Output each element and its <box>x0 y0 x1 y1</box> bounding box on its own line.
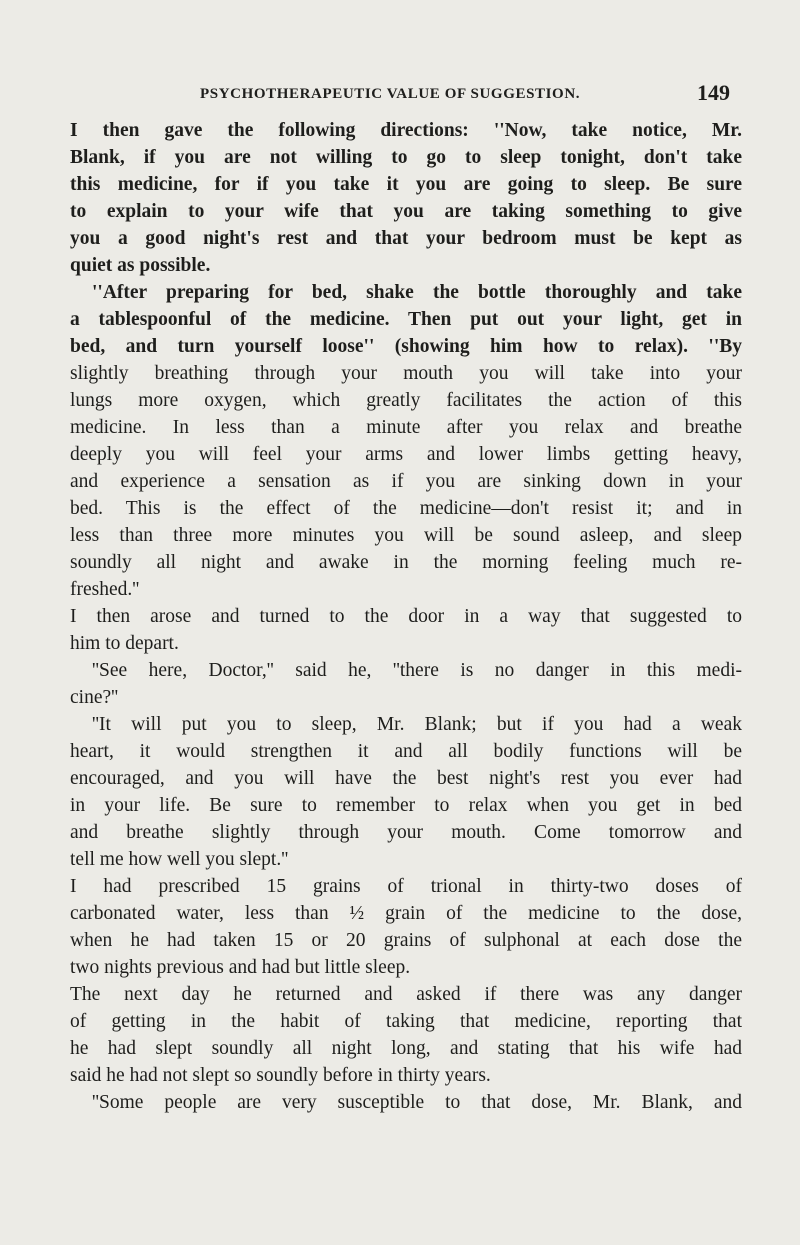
text-line: tell me how well you slept.'' <box>70 849 289 870</box>
text-line: two nights previous and had but little sleep. <box>70 957 411 978</box>
text-line: in your life. Be sure to remember to relax when you get in bed <box>70 795 742 816</box>
text-line: of getting in the habit of taking that medicine, reporting that <box>70 1011 742 1032</box>
text-line: ''After preparing for bed, shake the bottle thoroughly and take <box>92 282 742 303</box>
text-line: deeply you will feel your arms and lower limbs getting heavy, <box>70 444 742 465</box>
text-line: you a good night's rest and that your bedroom must be kept as <box>70 228 742 249</box>
text-line: Blank, if you are not willing to go to sleep tonight, don't take <box>70 147 742 168</box>
text-line: said he had not slept so soundly before in thirty years. <box>70 1065 491 1086</box>
text-line: bed, and turn yourself loose'' (showing him how to relax). ''By <box>70 336 742 357</box>
text-line: when he had taken 15 or 20 grains of sulphonal at each dose the <box>70 930 742 951</box>
text-line: freshed.'' <box>70 579 140 600</box>
text-line: I had prescribed 15 grains of trional in thirty-two doses of <box>70 876 742 897</box>
text-line: cine?'' <box>70 687 119 708</box>
text-line: medicine. In less than a minute after you relax and breathe <box>70 417 742 438</box>
text-line: encouraged, and you will have the best night's rest you ever had <box>70 768 742 789</box>
text-line: ''It will put you to sleep, Mr. Blank; but if you had a weak <box>92 714 742 735</box>
text-line: quiet as possible. <box>70 255 211 276</box>
text-line: and experience a sensation as if you are sinking down in your <box>70 471 742 492</box>
text-line: he had slept soundly all night long, and stating that his wife had <box>70 1038 742 1059</box>
text-line: lungs more oxygen, which greatly facilitates the action of this <box>70 390 742 411</box>
text-line: ''Some people are very susceptible to that dose, Mr. Blank, and <box>92 1092 742 1113</box>
text-line: slightly breathing through your mouth you will take into your <box>70 363 742 384</box>
text-line: to explain to your wife that you are taking something to give <box>70 201 742 222</box>
text-line: I then gave the following directions: ''Now, take notice, Mr. <box>70 120 742 141</box>
text-line: less than three more minutes you will be sound asleep, and sleep <box>70 525 742 546</box>
text-line: soundly all night and awake in the morning feeling much re- <box>70 552 742 573</box>
body-text <box>70 117 742 1116</box>
text-line: him to depart. <box>70 633 179 654</box>
text-line: ''See here, Doctor,'' said he, ''there is no danger in this medi- <box>92 660 742 681</box>
text-line: and breathe slightly through your mouth. Come tomorrow and <box>70 822 742 843</box>
text-line: a tablespoonful of the medicine. Then put out your light, get in <box>70 309 742 330</box>
text-line: this medicine, for if you take it you are going to sleep. Be sure <box>70 174 742 195</box>
page-number: 149 <box>697 80 730 105</box>
text-line: The next day he returned and asked if there was any danger <box>70 984 742 1005</box>
text-line: carbonated water, less than ½ grain of the medicine to the dose, <box>70 903 742 924</box>
text-line: I then arose and turned to the door in a way that suggested to <box>70 606 742 627</box>
text-line: bed. This is the effect of the medicine—don't resist it; and in <box>70 498 742 519</box>
running-head-title: PSYCHOTHERAPEUTIC VALUE OF SUGGESTION. <box>200 86 581 102</box>
text-line: heart, it would strengthen it and all bodily functions will be <box>70 741 742 762</box>
